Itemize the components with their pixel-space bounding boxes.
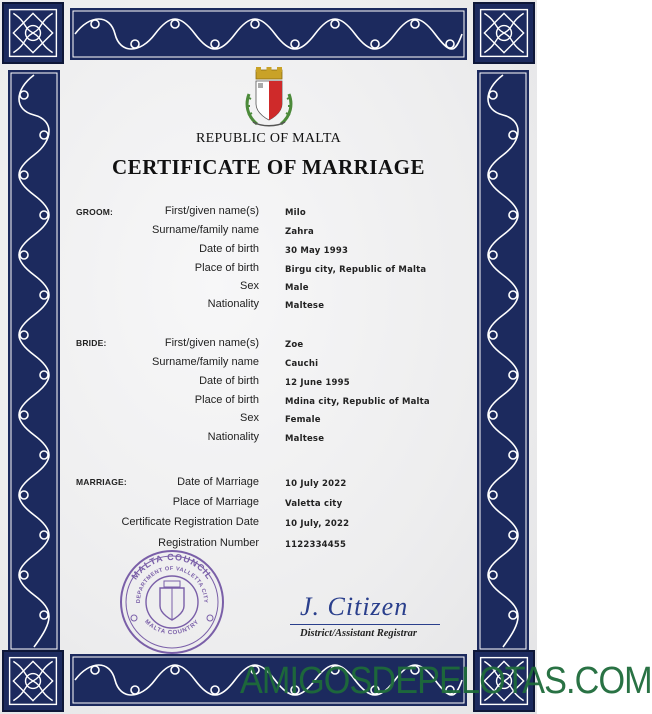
groom-dob-value: 30 May 1993 xyxy=(285,246,349,256)
bride-section-label: BRIDE: xyxy=(76,338,107,348)
marriage-place-label: Place of Marriage xyxy=(172,496,259,508)
marriage-date-label: Date of Marriage xyxy=(177,476,259,488)
corner-ornament-bottom-left xyxy=(2,650,64,712)
groom-dob-label: Date of birth xyxy=(199,243,259,255)
corner-ornament-top-left xyxy=(2,2,64,64)
border-top xyxy=(70,8,467,60)
bride-dob-value: 12 June 1995 xyxy=(285,378,350,388)
signature-caption: District/Assistant Registrar xyxy=(300,628,417,639)
coat-of-arms-emblem xyxy=(243,64,295,130)
signature-line xyxy=(290,624,440,625)
registration-number-label: Registration Number xyxy=(158,537,259,549)
site-watermark: AMIGOSDEPELOTAS.COM xyxy=(240,660,652,702)
groom-surname-label: Surname/family name xyxy=(152,224,259,236)
bride-surname-value: Cauchi xyxy=(285,359,319,369)
official-seal-stamp xyxy=(118,548,226,656)
marriage-section-label: MARRIAGE: xyxy=(76,477,127,487)
certificate-title: CERTIFICATE OF MARRIAGE xyxy=(112,155,425,179)
bride-birthplace-value: Mdina city, Republic of Malta xyxy=(285,397,430,407)
registration-number-value: 1122334455 xyxy=(285,540,347,550)
seal-inner-text: DEPARTMENT OF VALLETTA CITY xyxy=(135,565,209,604)
bride-sex-label: Sex xyxy=(240,412,259,424)
groom-nationality-value: Maltese xyxy=(285,301,325,311)
registrar-signature: J. Citizen xyxy=(300,592,409,621)
groom-sex-value: Male xyxy=(285,283,309,293)
groom-birthplace-label: Place of birth xyxy=(194,262,259,274)
bride-nationality-value: Maltese xyxy=(285,434,325,444)
bride-first-name-label: First/given name(s) xyxy=(164,337,259,349)
groom-birthplace-value: Birgu city, Republic of Malta xyxy=(285,265,427,275)
bride-first-name-value: Zoe xyxy=(285,340,304,350)
country-heading: REPUBLIC OF MALTA xyxy=(195,131,342,146)
groom-sex-label: Sex xyxy=(240,280,259,292)
bride-dob-label: Date of birth xyxy=(199,375,259,387)
groom-surname-value: Zahra xyxy=(285,227,314,237)
bride-nationality-label: Nationality xyxy=(207,431,259,443)
groom-nationality-label: Nationality xyxy=(207,298,259,310)
seal-bottom-text: MALTA COUNTRY xyxy=(143,618,201,637)
marriage-date-value: 10 July 2022 xyxy=(285,479,347,489)
groom-section-label: GROOM: xyxy=(76,207,114,217)
groom-first-name-value: Milo xyxy=(285,208,306,218)
registration-date-label: Certificate Registration Date xyxy=(121,516,259,528)
registration-date-value: 10 July, 2022 xyxy=(285,519,350,529)
marriage-place-value: Valetta city xyxy=(285,499,343,509)
groom-first-name-label: First/given name(s) xyxy=(164,205,259,217)
bride-sex-value: Female xyxy=(285,415,321,425)
seal-top-text: MALTA COUNCIL xyxy=(129,551,215,582)
bride-surname-label: Surname/family name xyxy=(152,356,259,368)
bride-birthplace-label: Place of birth xyxy=(194,394,259,406)
corner-ornament-top-right xyxy=(473,2,535,64)
